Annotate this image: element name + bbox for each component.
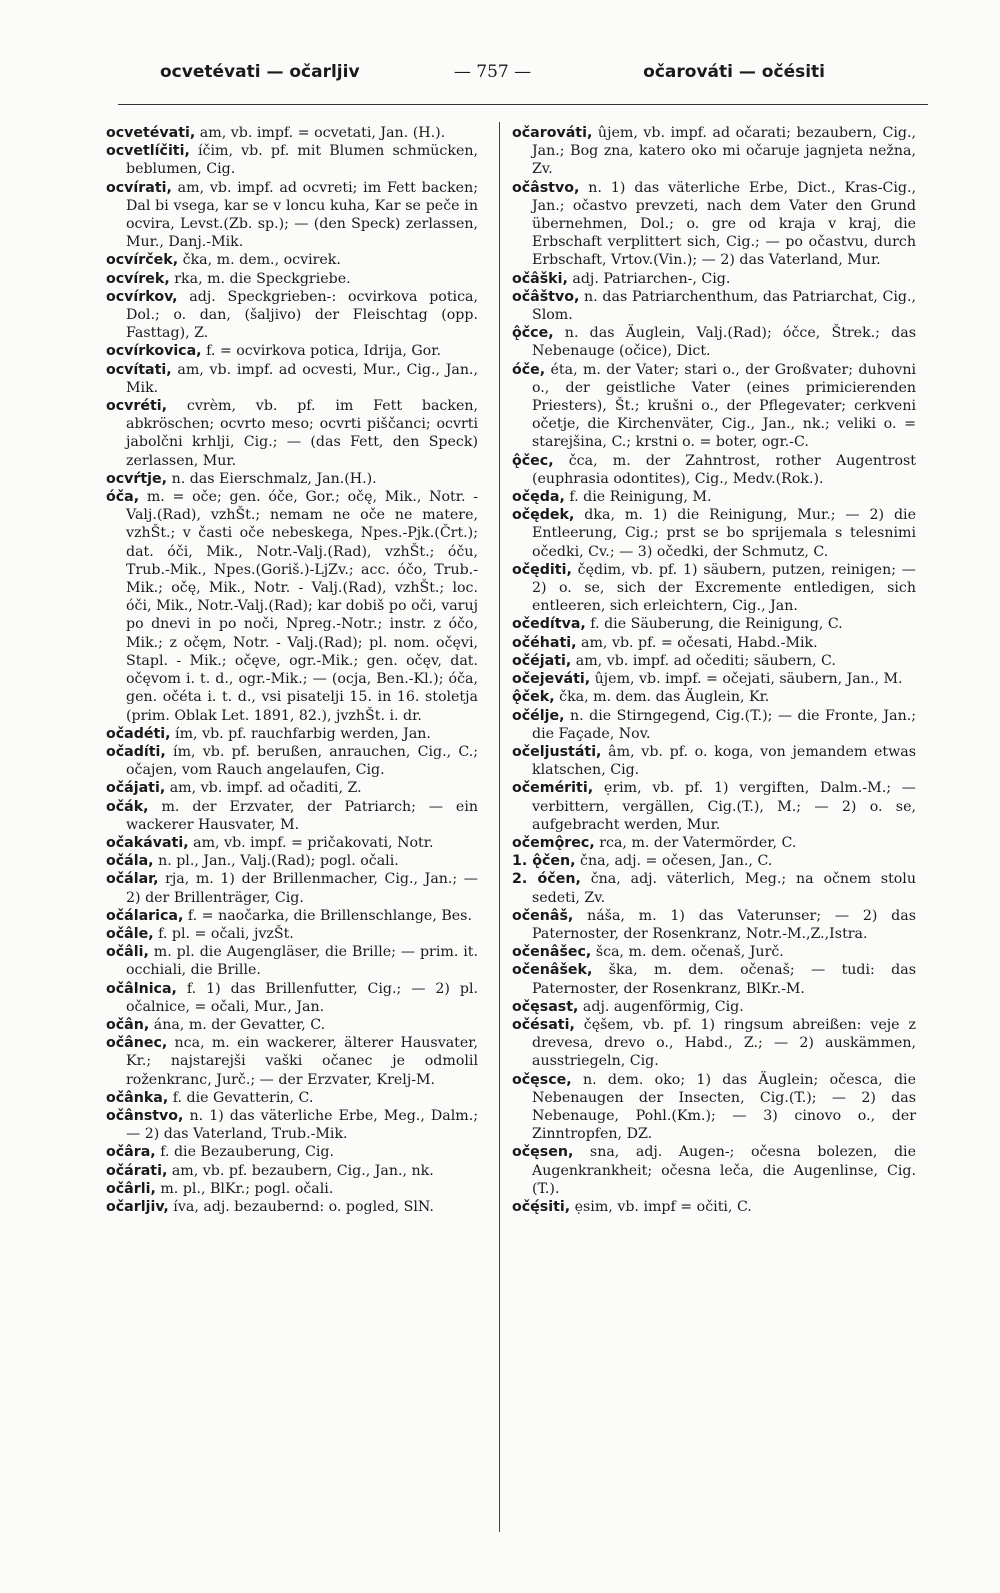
dictionary-entry [512, 1071, 916, 1144]
entry-definition: čka, m. dem., ocvirek. [178, 252, 341, 269]
entry-headword: očenâš, [512, 907, 574, 924]
entry-headword: očélje, [512, 707, 565, 724]
dictionary-entry [106, 1198, 478, 1216]
dictionary-entry [512, 561, 916, 616]
entry-definition: n. pl., Jan., Valj.(Rad); pogl. očali. [153, 853, 399, 870]
entry-headword: ocvréti, [106, 398, 168, 415]
header-rule [118, 104, 928, 105]
dictionary-entry [106, 1089, 478, 1107]
entry-definition: ẹrim, vb. pf. 1) vergiften, Dalm.-M.; — verbittern, vergällen, Cig.(T.), M.; — 2) o. se, aufgebracht werden, Mur. [532, 780, 916, 833]
entry-definition: čna, adj. väterlich, Meg.; na očnem stolu sedeti, Zv. [532, 871, 916, 906]
entry-headword: 1. ǫ̂čen, [512, 853, 576, 870]
entry-headword: očenâšec, [512, 944, 592, 961]
entry-definition: ûjem, vb. impf. = očejati, säubern, Jan., M. [590, 671, 903, 688]
entry-headword: očemǫ̂rec, [512, 834, 595, 851]
entry-definition: f. die Reinigung, M. [564, 489, 712, 506]
dictionary-entry [106, 943, 478, 979]
entry-definition: m. der Erzvater, der Patriarch; — ein wackerer Hausvater, M. [126, 798, 478, 833]
entry-definition: am, vb. impf. = pričakovati, Notr. [188, 834, 434, 851]
entry-definition: am, vb. impf. ad očaditi, Z. [165, 780, 362, 797]
entry-definition: n. das Eierschmalz, Jan.(H.). [167, 470, 377, 487]
entry-definition: íva, adj. bezaubernd: o. pogled, SlN. [168, 1198, 434, 1215]
entry-definition: am, vb. pf. bezaubern, Cig., Jan., nk. [167, 1162, 434, 1179]
entry-definition: f. die Säuberung, die Reinigung, C. [585, 616, 843, 633]
entry-definition: čędim, vb. pf. 1) säubern, putzen, reinigen; — 2) o. se, sich der Excremente entledigen, sich entleeren, sich erleichtern, Cig., Jan. [532, 561, 916, 615]
entry-definition: sna, adj. Augen-; očesna bolezen, die Augenkrankheit; očesna leča, die Augenlinse, Cig.(T.). [532, 1144, 916, 1197]
dictionary-entry [106, 270, 478, 288]
dictionary-entry [106, 798, 478, 834]
entry-definition: adj. Speckgrieben-: ocvirkova potica, Dol.; o. dan, (šaljivo) der Fleischtag (opp. Fasttag), Z. [126, 288, 478, 342]
entry-headword: očędek, [512, 507, 575, 524]
entry-definition: ûjem, vb. impf. ad očarati; bezaubern, Cig., Jan.; Bog zna, katero oko mi očaruje jagnjeta nežna, Zv. [532, 125, 916, 178]
dictionary-entry [512, 743, 916, 779]
entry-headword: očála, [106, 853, 154, 870]
dictionary-entry [106, 1143, 478, 1161]
dictionary-entry [512, 707, 916, 743]
entry-headword: očák, [106, 798, 149, 815]
entry-headword: očânec, [106, 1035, 168, 1052]
entry-headword: očemériti, [512, 780, 594, 797]
dictionary-entry [106, 725, 478, 743]
dictionary-entry [106, 470, 478, 488]
dictionary-entry [512, 324, 916, 360]
dictionary-entry [106, 179, 478, 252]
entry-headword: očâli, [106, 944, 149, 961]
entry-definition: rca, m. der Vatermörder, C. [594, 834, 797, 851]
entry-headword: očânka, [106, 1089, 169, 1106]
entry-headword: očęsce, [512, 1071, 572, 1088]
entry-definition: ím, vb. pf. rauchfarbig werden, Jan. [170, 725, 431, 742]
entry-headword: ocvŕtje, [106, 470, 168, 487]
dictionary-entry [512, 998, 916, 1016]
entry-definition: f. 1) das Brillenfutter, Cig.; — 2) pl. očalnice, = očali, Mur., Jan. [126, 980, 478, 1015]
entry-headword: ocvítati, [106, 361, 172, 378]
entry-headword: očârli, [106, 1180, 156, 1197]
dictionary-entry [106, 288, 478, 343]
entry-definition: âm, vb. pf. o. koga, von jemandem etwas klatschen, Cig. [532, 743, 916, 779]
header-left-guide: ocvetévati — očarljiv [160, 62, 360, 82]
entry-headword: očân, [106, 1016, 150, 1033]
entry-headword: očéhati, [512, 634, 577, 651]
page-number: — 757 — [453, 62, 532, 82]
entry-headword: očę́siti, [512, 1198, 571, 1215]
entry-headword: ocvírkov, [106, 288, 178, 305]
entry-definition: čca, m. der Zahntrost, rother Augentrost (euphrasia odontites), Cig., Medv.(Rok.). [532, 452, 916, 487]
entry-headword: očânstvo, [106, 1107, 184, 1124]
entry-headword: očâški, [512, 270, 568, 287]
dictionary-entry [512, 907, 916, 943]
dictionary-entry [106, 1162, 478, 1180]
dictionary-entry [106, 397, 478, 470]
entry-definition: ška, m. dem. očenaš; — tudi: das Paternoster, der Rosenkranz, BlKr.-M. [532, 962, 916, 997]
entry-headword: očęditi, [512, 561, 572, 578]
entry-definition: náša, m. 1) das Vaterunser; — 2) das Paternoster, der Rosenkranz, Notr.-M.,Z.,Istra. [532, 907, 916, 942]
dictionary-entry [512, 943, 916, 961]
dictionary-entry [106, 852, 478, 870]
entry-definition: f. die Gevatterin, C. [168, 1089, 314, 1106]
dictionary-entry [106, 142, 478, 178]
entry-definition: m. pl. die Augengläser, die Brille; — prim. it. occhiali, die Brille. [126, 944, 478, 979]
entry-definition: čka, m. dem. das Äuglein, Kr. [554, 689, 770, 706]
dictionary-entry [512, 488, 916, 506]
dictionary-entry [512, 1143, 916, 1198]
dictionary-entry [512, 834, 916, 852]
dictionary-entry [106, 1034, 478, 1089]
entry-definition: f. = naočarka, die Brillenschlange, Bes. [183, 907, 472, 924]
dictionary-entry [512, 270, 916, 288]
entry-definition: n. die Stirngegend, Cig.(T.); — die Fronte, Jan.; die Façade, Nov. [532, 707, 916, 742]
entry-definition: dka, m. 1) die Reinigung, Mur.; — 2) die Entleerung, Cig.; prst se bo sprijemala s telesnimi očedki, Cv.; — 3) očedki, der Schmutz, C. [532, 507, 916, 560]
entry-headword: očâle, [106, 925, 154, 942]
entry-definition: rja, m. 1) der Brillenmacher, Cig., Jan.; — 2) der Brillenträger, Cig. [126, 871, 478, 906]
entry-headword: ǫ̂čce, [512, 325, 554, 342]
entry-definition: nca, m. ein wackerer, älterer Hausvater, Kr.; najstarejši vaški očanec je odmolil roženkranc, Jurč.; — der Erzvater, Krelj-M. [126, 1035, 478, 1088]
entry-definition: n. das Äuglein, Valj.(Rad); óčce, Štrek.; das Nebenauge (očice), Dict. [532, 325, 916, 360]
dictionary-entry [106, 925, 478, 943]
entry-definition: n. 1) das väterliche Erbe, Meg., Dalm.; — 2) das Vaterland, Trub.-Mik. [126, 1107, 478, 1143]
entry-headword: ocvírek, [106, 270, 170, 287]
entry-headword: očésati, [512, 1016, 575, 1033]
dictionary-entry [106, 907, 478, 925]
dictionary-entry [106, 124, 478, 142]
entry-definition: čna, adj. = očesen, Jan., C. [575, 853, 773, 870]
entry-headword: ocvírček, [106, 252, 179, 269]
dictionary-entry [106, 488, 478, 725]
entry-headword: ocvetévati, [106, 125, 196, 141]
entry-definition: éta, m. der Vater; stari o., der Großvater; duhovni o., der geistliche Vater (eines primicierenden Priesters), Št.; krušni o., der Pflegevater; cerkveni očetje, die Kirchenväter, Cig., Jan., nk.; veliki o. = starejšina, C.; krstni o. = boter, ogr.-C. [532, 361, 916, 451]
dictionary-entry [512, 124, 916, 179]
entry-headword: očenâšek, [512, 962, 593, 979]
entry-definition: am, vb. impf. ad ocvesti, Mur., Cig., Jan., Mik. [126, 361, 478, 396]
entry-definition: čęšem, vb. pf. 1) ringsum abreißen: veje z drevesa, drevo o., Habd., Z.; — 2) auskämmen, ausstriegeln, Cig. [532, 1016, 916, 1070]
dictionary-entry [106, 1016, 478, 1034]
entry-headword: očęsen, [512, 1144, 574, 1161]
entry-definition: adj. Patriarchen-, Cig. [567, 270, 731, 287]
dictionary-entry [512, 961, 916, 997]
dictionary-entry [512, 670, 916, 688]
entry-headword: očâra, [106, 1144, 156, 1161]
entry-headword: očadéti, [106, 725, 171, 742]
entry-definition: ẹsim, vb. impf = očiti, C. [570, 1198, 752, 1215]
dictionary-entry [106, 1107, 478, 1143]
dictionary-entry [106, 834, 478, 852]
right-column [512, 124, 916, 1216]
entry-definition: am, vb. impf. = ocvetati, Jan. (H.). [195, 125, 446, 141]
page-header [160, 62, 825, 88]
entry-headword: očarljiv, [106, 1198, 169, 1215]
entry-definition: m. = oče; gen. óče, Gor.; očę, Mik., Notr. - Valj.(Rad), vzhŠt.; nemam ne oče ne matere, vzhŠt.; v časti oče nebeskega, Npes.-Pjk.(Črt.); dat. óči, Mik., Notr.-Valj.(Rad), vzhŠt.; óču, Trub.-Mik., Npes.(Goriš.)-LjZv.; acc. óčo, Trub.-Mik.; očę, Mik., Notr. - Valj.(Rad), vzhŠt.; loc. óči, Mik., Notr.-Valj.(Rad); kar dobiš po oči, varuj po dnevi in po noči, Npreg.-Notr.; instr. z óčo, Mik.; z očęm, Notr. - Valj.(Rad); pl. nom. očęvi, Stapl. - Mik.; očęve, ogr.-Mik.; gen. očęv, dat. očęvom i. t. d., ogr.-Mik.; — (ocja, Ben.-Kl.); óča, gen. očéta i. t. d., vsi pisatelji 15. in 16. stoletja (prim. Oblak Let. 1891, 82.), jvzhŠt. i. dr. [126, 489, 478, 724]
entry-definition: n. dem. oko; 1) das Äuglein; očesca, die Nebenaugen der Insecten, Cig.(T.); — 2) das Nebenauge, Pohl.(Km.); — 3) cinovo o., der Zinntropfen, DZ. [532, 1071, 916, 1143]
entry-headword: očakávati, [106, 834, 189, 851]
dictionary-entry [512, 179, 916, 270]
entry-headword: očęsast, [512, 998, 579, 1015]
column-separator [499, 122, 500, 1532]
entry-definition: am, vb. impf. ad očediti; säubern, C. [571, 652, 836, 669]
dictionary-entry [512, 288, 916, 324]
dictionary-entry [512, 1016, 916, 1071]
dictionary-entry [106, 743, 478, 779]
entry-headword: ocvetlíčiti, [106, 143, 190, 160]
dictionary-entry [106, 342, 478, 360]
dictionary-entry [106, 251, 478, 269]
entry-headword: očálarica, [106, 907, 184, 924]
entry-headword: očárati, [106, 1162, 168, 1179]
dictionary-entry [512, 688, 916, 706]
entry-definition: íčim, vb. pf. mit Blumen schmücken, beblumen, Cig. [126, 143, 478, 178]
entry-headword: očejeváti, [512, 671, 591, 688]
dictionary-entry [106, 980, 478, 1016]
dictionary-entry [512, 506, 916, 561]
entry-definition: f. = ocvirkova potica, Idrija, Gor. [201, 343, 441, 360]
entry-definition: am, vb. pf. = očesati, Habd.-Mik. [576, 634, 818, 651]
dictionary-entry [512, 615, 916, 633]
entry-headword: očâštvo, [512, 288, 580, 305]
entry-definition: šca, m. dem. očenaš, Jurč. [591, 944, 784, 961]
dictionary-entry [106, 1180, 478, 1198]
entry-headword: ocvírati, [106, 179, 172, 196]
entry-headword: očâstvo, [512, 179, 580, 196]
entry-definition: f. die Bezauberung, Cig. [155, 1144, 335, 1161]
entry-headword: očájati, [106, 780, 166, 797]
entry-definition: rka, m. die Speckgriebe. [169, 270, 351, 287]
entry-headword: očâlnica, [106, 980, 177, 997]
entry-headword: očęda, [512, 489, 565, 506]
entry-headword: očarováti, [512, 125, 593, 141]
dictionary-entry [512, 779, 916, 834]
entry-headword: ocvírkovica, [106, 343, 202, 360]
entry-headword: óče, [512, 361, 546, 378]
entry-definition: ána, m. der Gevatter, C. [149, 1016, 326, 1033]
entry-headword: óča, [106, 489, 140, 506]
entry-headword: ǫ̂čec, [512, 452, 554, 469]
entry-headword: ǫ̂ček, [512, 689, 555, 706]
left-column [106, 124, 478, 1216]
entry-headword: očálar, [106, 871, 159, 888]
dictionary-entry [512, 634, 916, 652]
entry-definition: adj. augenförmig, Cig. [578, 998, 744, 1015]
dictionary-entry [512, 652, 916, 670]
entry-headword: 2. óčen, [512, 871, 581, 888]
entry-definition: n. 1) das väterliche Erbe, Dict., Kras-Cig., Jan.; očastvo prevzeti, nach dem Vater den Grund übernehmen, Dol.; o. gre od kraja v kraj, die Erbschaft verplittert sich, Cig.; — po očastvu, durch Erbschaft, Vrtov.(Vin.); — 2) das Vaterland, Mur. [532, 179, 916, 269]
entry-headword: očadíti, [106, 743, 166, 760]
dictionary-entry [106, 779, 478, 797]
dictionary-entry [106, 361, 478, 397]
dictionary-entry [106, 870, 478, 906]
dictionary-entry [512, 870, 916, 906]
entry-headword: očéjati, [512, 652, 572, 669]
dictionary-entry [512, 1198, 916, 1216]
dictionary-entry [512, 361, 916, 452]
entry-headword: očedítva, [512, 616, 586, 633]
header-right-guide: očarováti — očésiti [643, 62, 825, 82]
dictionary-entry [512, 452, 916, 488]
entry-headword: očeljustáti, [512, 743, 602, 760]
entry-definition: cvrèm, vb. pf. im Fett backen, abkröschen; ocvrto meso; ocvrti piščanci; ocvrti jabolčni krhlji, Cig.; — (das Fett, den Speck) zerlassen, Mur. [126, 398, 478, 469]
entry-definition: f. pl. = očali, jvzŠt. [153, 925, 294, 942]
entry-definition: n. das Patriarchenthum, das Patriarchat, Cig., Slom. [532, 288, 916, 324]
entry-definition: m. pl., BlKr.; pogl. očali. [155, 1180, 334, 1197]
dictionary-entry [512, 852, 916, 870]
entry-definition: ím, vb. pf. berußen, anrauchen, Cig., C.; očajen, vom Rauch angelaufen, Cig. [126, 743, 478, 779]
entry-definition: am, vb. impf. ad ocvreti; im Fett backen; Dal bi vsega, kar se v loncu kuha, Kar se peče in ocvira, Levst.(Zb. sp.); — (den Speck) zerlassen, Mur., Danj.-Mik. [126, 179, 478, 251]
